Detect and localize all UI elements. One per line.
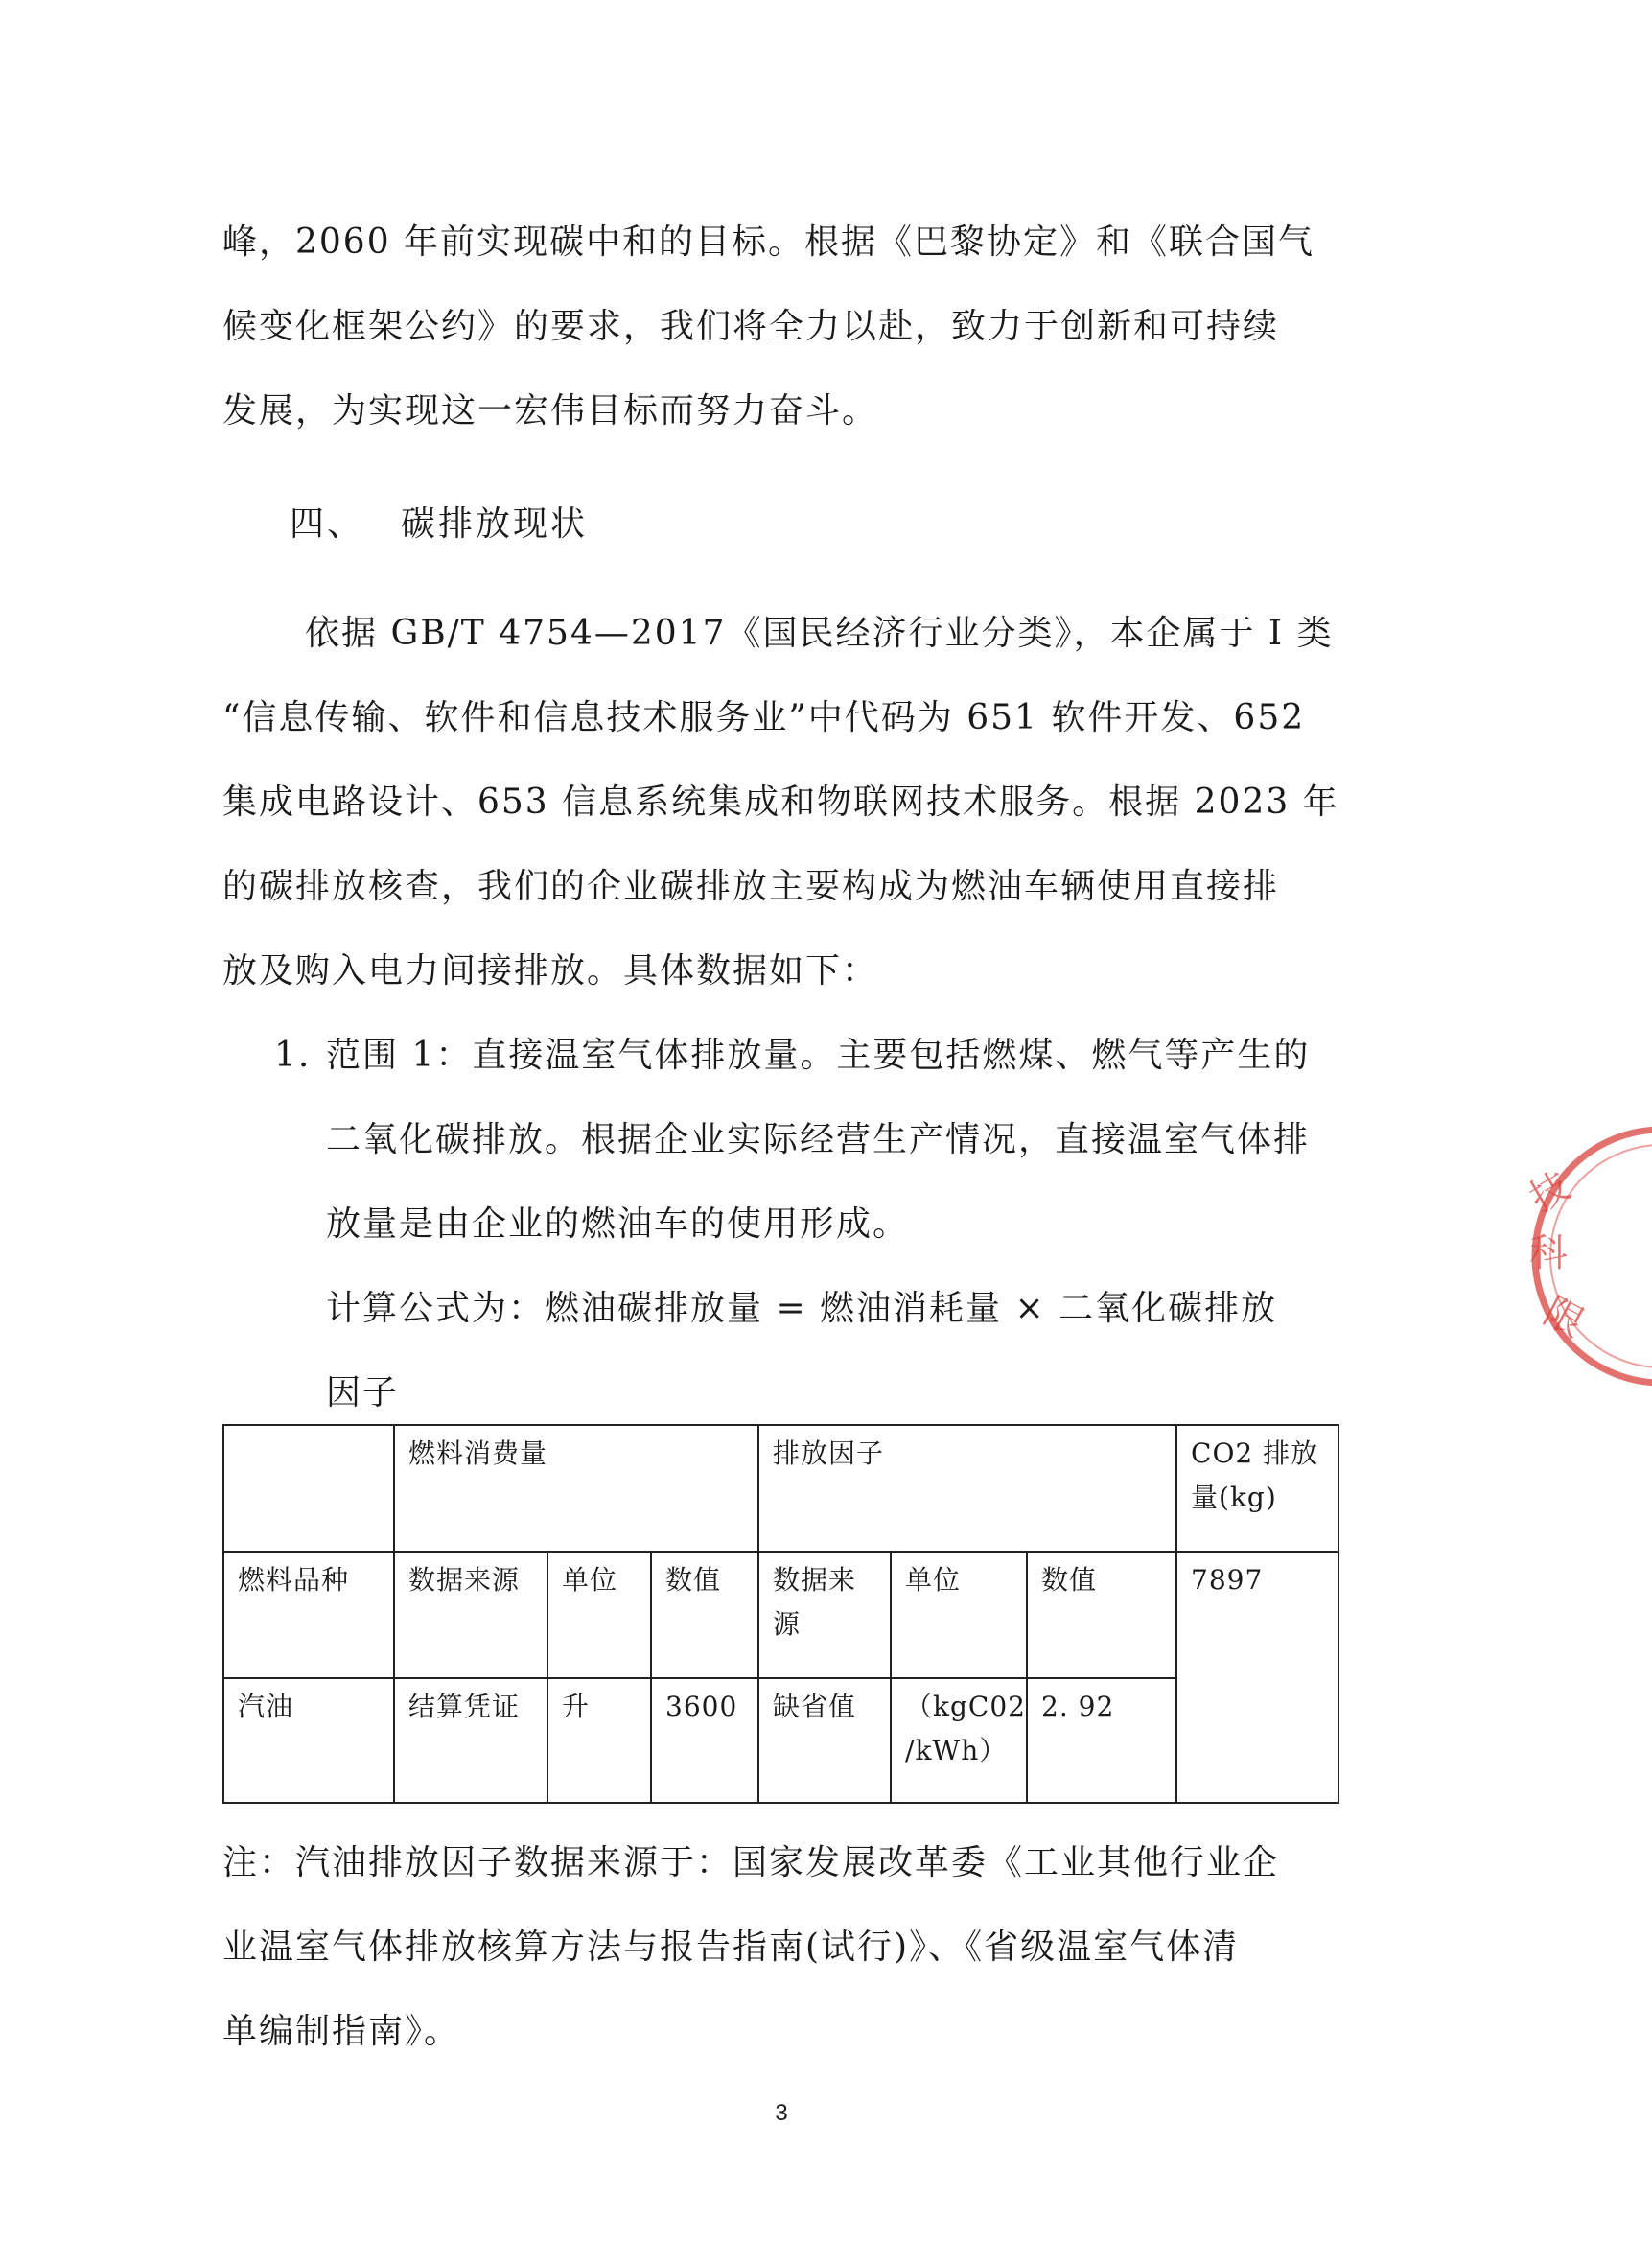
header-co2-line-2: 量(kg) [1191, 1482, 1277, 1513]
col-data-source: 数据来源 [394, 1552, 547, 1678]
body-line-1: 依据 GB/T 4754—2017《国民经济行业分类》，本企属于 I 类 [305, 614, 1334, 653]
col-factor-data-source-line-1: 数据来 [773, 1564, 857, 1596]
section-title: 碳排放现状 [401, 504, 589, 544]
intro-line-3: 发展，为实现这一宏伟目标而努力奋斗。 [222, 391, 879, 431]
note-line-1: 注：汽油排放因子数据来源于：国家发展改革委《工业其他行业企 [222, 1843, 1280, 1882]
emission-table [222, 1424, 1339, 1804]
table-header-row [223, 1425, 1338, 1552]
note-line-3: 单编制指南》。 [222, 2012, 461, 2051]
formula-line-1: 计算公式为：燃油碳排放量 = 燃油消耗量 × 二氧化碳排放 [326, 1289, 1278, 1328]
formula-line-2: 因子 [326, 1373, 400, 1413]
header-co2-emission [1176, 1425, 1338, 1552]
col-factor-data-source [758, 1552, 891, 1678]
scope1-line-1: 范围 1：直接温室气体排放量。主要包括燃煤、燃气等产生的 [326, 1036, 1311, 1075]
page-number: 3 [775, 2100, 788, 2126]
row-fuel: 汽油 [223, 1678, 394, 1803]
table-subheader-row [223, 1552, 1338, 1678]
table-row [223, 1678, 1338, 1803]
intro-line-1: 峰，2060 年前实现碳中和的目标。根据《巴黎协定》和《联合国气 [222, 222, 1315, 262]
svg-text:技: 技 [1522, 1163, 1578, 1222]
body-line-3: 集成电路设计、653 信息系统集成和物联网技术服务。根据 2023 年 [222, 782, 1339, 822]
body-line-2: “信息传输、软件和信息技术服务业”中代码为 651 软件开发、652 [222, 698, 1306, 737]
row-factor-source: 缺省值 [758, 1678, 891, 1803]
row-source: 结算凭证 [394, 1678, 547, 1803]
row-factor-unit-line-1: （kgC02 [905, 1691, 1026, 1722]
col-factor-value: 数值 [1027, 1552, 1176, 1678]
co2-value-cell: 7897 [1176, 1552, 1338, 1803]
section-number: 四、 [290, 504, 365, 544]
section-heading [290, 482, 588, 567]
header-co2-line-1: CO2 排放 [1191, 1437, 1319, 1469]
header-emission-factor: 排放因子 [758, 1425, 1176, 1552]
col-unit: 单位 [547, 1552, 651, 1678]
scope1-number: 1. [274, 1036, 312, 1075]
svg-text:科: 科 [1529, 1231, 1568, 1275]
table-corner-cell [223, 1425, 394, 1552]
col-fuel-type: 燃料品种 [223, 1552, 394, 1678]
col-value: 数值 [651, 1552, 758, 1678]
header-fuel-consumption: 燃料消费量 [394, 1425, 758, 1552]
scope1-line-3: 放量是由企业的燃油车的使用形成。 [326, 1204, 910, 1244]
body-line-4: 的碳排放核查，我们的企业碳排放主要构成为燃油车辆使用直接排 [222, 867, 1280, 906]
row-factor-value: 2. 92 [1027, 1678, 1176, 1803]
note-line-2: 业温室气体排放核算方法与报告指南(试行)》、《省级温室气体清 [222, 1927, 1240, 1967]
body-line-5: 放及购入电力间接排放。具体数据如下： [222, 951, 879, 991]
col-factor-unit: 单位 [891, 1552, 1027, 1678]
row-value: 3600 [651, 1678, 758, 1803]
row-unit: 升 [547, 1678, 651, 1803]
scope1-line-2: 二氧化碳排放。根据企业实际经营生产情况，直接温室气体排 [326, 1120, 1311, 1159]
row-factor-unit-line-2: /kWh） [905, 1735, 1008, 1766]
row-factor-unit [891, 1678, 1027, 1803]
col-factor-data-source-line-2: 源 [773, 1608, 802, 1640]
company-seal-icon [1518, 1112, 1652, 1400]
intro-line-2: 候变化框架公约》的要求，我们将全力以赴，致力于创新和可持续 [222, 307, 1280, 346]
svg-text:限: 限 [1536, 1289, 1592, 1347]
